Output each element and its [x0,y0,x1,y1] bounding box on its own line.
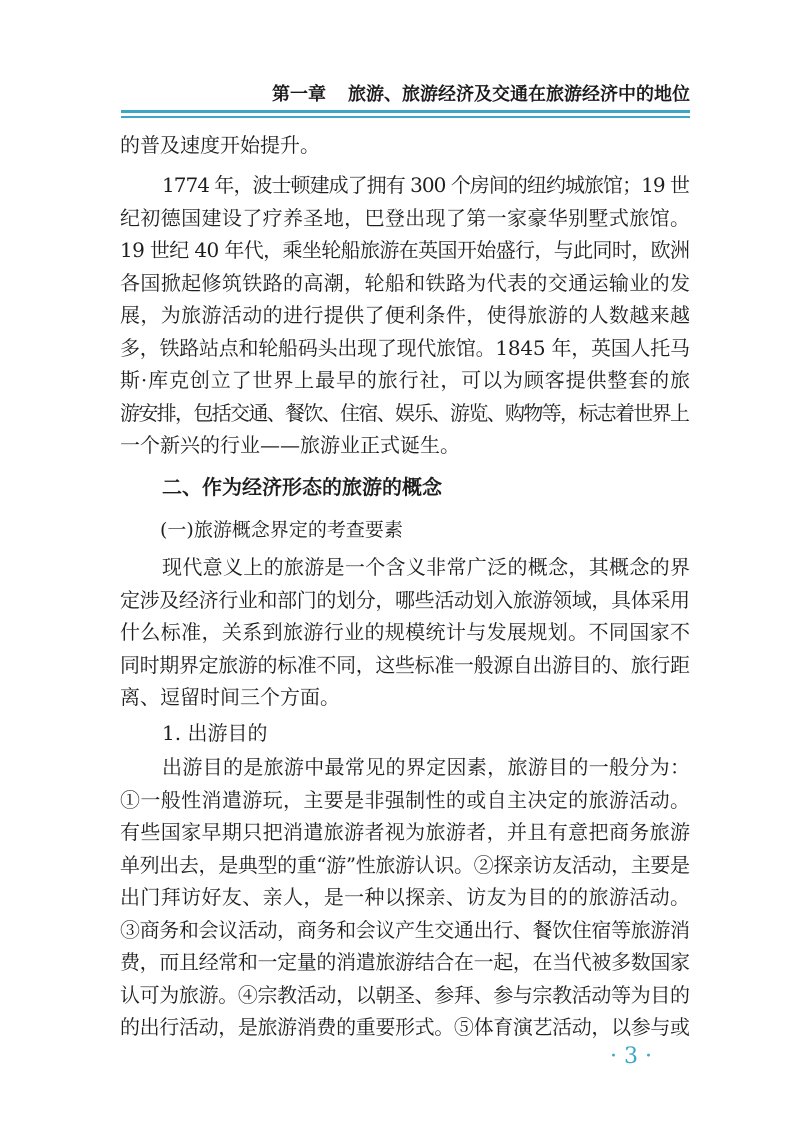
running-header [120,82,690,108]
paragraph-line: 的出行活动，是旅游消费的重要形式。⑤体育演艺活动，以参与或 [120,1015,690,1039]
running-header-chapter: 第一章 [272,84,326,105]
paragraph-line: 游安排，包括交通、餐饮、住宿、娱乐、游览、购物等，标志着世界上 [120,400,689,425]
paragraph-line: 离、逗留时间三个方面。 [120,685,340,709]
paragraph-line: 单列出去，是典型的重“游”性旅游认识。②探亲访友活动，主要是 [120,852,690,877]
paragraph-line: 纪初德国建设了疗养圣地，巴登出现了第一家豪华别墅式旅馆。 [120,205,691,230]
item-heading: 1. 出游目的 [162,721,268,745]
paragraph-line: 什么标准，关系到旅游行业的规模统计与发展规划。不同国家不 [120,620,691,644]
paragraph-line: 多，铁路站点和轮船码头出现了现代旅馆。1845 年，英国人托马 [120,335,690,360]
paragraph-line: 19 世纪 40 年代，乘坐轮船旅游在英国开始盛行，与此同时，欧洲 [120,238,690,262]
paragraph-line: 费，而且经常和一定量的消遣旅游结合在一起，在当代被多数国家 [120,950,690,974]
paragraph-line: 同时期界定旅游的标准不同，这些标准一般源自出游目的、旅行距 [120,652,690,677]
header-rule-thin [121,116,690,118]
paragraph-line: 定涉及经济行业和部门的划分，哪些活动划入旅游领域，具体采用 [120,587,690,612]
paragraph-continued [120,129,690,162]
paragraph-line: 出门拜访好友、亲人，是一种以探亲、访友为目的的旅游活动。 [120,885,691,909]
paragraph-line: ③商务和会议活动，商务和会议产生交通出行、餐饮住宿等旅游消 [120,917,690,942]
paragraph-purpose [120,751,690,1044]
page-number: · 3 · [610,1044,652,1069]
paragraph-line: 斯·库克创立了世界上最早的旅行社，可以为顾客提供整套的旅 [120,368,691,392]
subsection-heading: (一)旅游概念界定的考查要素 [160,519,403,541]
paragraph-line: 各国掀起修筑铁路的高潮，轮船和铁路为代表的交通运输业的发 [120,270,691,295]
paragraph-definition [120,551,690,714]
paragraph-line: ①一般性消遣游玩，主要是非强制性的或自主决定的旅游活动。 [120,787,691,812]
paragraph-line: 1774 年，波士顿建成了拥有 300 个房间的纽约城旅馆；19 世 [162,173,690,197]
paragraph-line: 出游目的是旅游中最常见的界定因素，旅游目的一般分为： [162,755,691,779]
section-heading: 二、作为经济形态的旅游的概念 [162,475,442,499]
paragraph-line: 有些国家早期只把消遣旅游者视为旅游者，并且有意把商务旅游 [120,820,691,844]
paragraph-line: 展，为旅游活动的进行提供了便利条件，使得旅游的人数越来越 [120,303,691,327]
header-rule-thick [121,110,690,113]
paragraph-line: 现代意义上的旅游是一个含义非常广泛的概念，其概念的界 [162,555,691,579]
paragraph-history [120,169,690,462]
running-header-title: 旅游、旅游经济及交通在旅游经济中的地位 [348,84,690,105]
paragraph-line: 认可为旅游。④宗教活动，以朝圣、参拜、参与宗教活动等为目的 [120,982,690,1007]
paragraph-line: 一个新兴的行业——旅游业正式诞生。 [120,433,460,457]
paragraph-line: 的普及速度开始提升。 [120,133,320,157]
